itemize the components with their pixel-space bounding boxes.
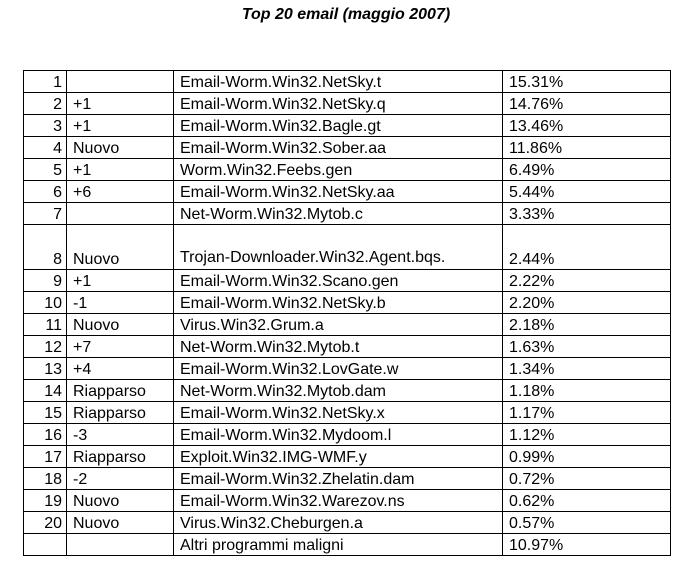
- table-row: [24, 203, 671, 225]
- change-cell: +7: [67, 336, 174, 358]
- change-cell: +4: [67, 358, 174, 380]
- table-row: [24, 358, 671, 380]
- table-row: [24, 490, 671, 512]
- malware-name-cell: Email-Worm.Win32.Scano.gen: [174, 270, 503, 292]
- malware-name-cell: Email-Worm.Win32.Mydoom.l: [174, 424, 503, 446]
- percent-cell: 10.97%: [503, 534, 671, 556]
- table-row: [24, 292, 671, 314]
- rank-cell: 8: [24, 225, 67, 270]
- rank-cell: 13: [24, 358, 67, 380]
- rank-cell: 20: [24, 512, 67, 534]
- malware-name-cell: Exploit.Win32.IMG-WMF.y: [174, 446, 503, 468]
- malware-name-cell: Email-Worm.Win32.LovGate.w: [174, 358, 503, 380]
- percent-cell: 2.20%: [503, 292, 671, 314]
- percent-cell: 15.31%: [503, 71, 671, 93]
- malware-name-cell: Worm.Win32.Feebs.gen: [174, 159, 503, 181]
- table-row: [24, 181, 671, 203]
- change-cell: Nuovo: [67, 225, 174, 270]
- rank-cell: 14: [24, 380, 67, 402]
- table-row: [24, 225, 671, 270]
- table-row: [24, 446, 671, 468]
- malware-name-cell: Email-Worm.Win32.Bagle.gt: [174, 115, 503, 137]
- malware-name-cell: Altri programmi maligni: [174, 534, 503, 556]
- change-cell: [67, 534, 174, 556]
- percent-cell: 2.18%: [503, 314, 671, 336]
- rank-cell: 2: [24, 93, 67, 115]
- percent-cell: 0.72%: [503, 468, 671, 490]
- malware-name-cell: Email-Worm.Win32.Warezov.ns: [174, 490, 503, 512]
- rank-cell: 16: [24, 424, 67, 446]
- percent-cell: 2.44%: [503, 225, 671, 270]
- rank-cell: 5: [24, 159, 67, 181]
- table-row: [24, 468, 671, 490]
- rank-cell: 3: [24, 115, 67, 137]
- percent-cell: 3.33%: [503, 203, 671, 225]
- change-cell: +1: [67, 115, 174, 137]
- change-cell: Nuovo: [67, 314, 174, 336]
- change-cell: +1: [67, 159, 174, 181]
- table-row: [24, 71, 671, 93]
- percent-cell: 2.22%: [503, 270, 671, 292]
- percent-cell: 1.34%: [503, 358, 671, 380]
- change-cell: +1: [67, 270, 174, 292]
- malware-name-cell: Net-Worm.Win32.Mytob.dam: [174, 380, 503, 402]
- rank-cell: 7: [24, 203, 67, 225]
- table-row: [24, 314, 671, 336]
- rank-cell: 12: [24, 336, 67, 358]
- change-cell: Nuovo: [67, 137, 174, 159]
- malware-name-cell: Email-Worm.Win32.Zhelatin.dam: [174, 468, 503, 490]
- change-cell: Riapparso: [67, 380, 174, 402]
- rank-cell: 19: [24, 490, 67, 512]
- percent-cell: 1.12%: [503, 424, 671, 446]
- change-cell: Nuovo: [67, 490, 174, 512]
- table-row: [24, 115, 671, 137]
- table-row: [24, 93, 671, 115]
- malware-name-cell: Net-Worm.Win32.Mytob.t: [174, 336, 503, 358]
- malware-name-cell: Virus.Win32.Grum.a: [174, 314, 503, 336]
- rank-cell: 6: [24, 181, 67, 203]
- change-cell: Riapparso: [67, 446, 174, 468]
- table-row: [24, 270, 671, 292]
- percent-cell: 0.57%: [503, 512, 671, 534]
- change-cell: +1: [67, 93, 174, 115]
- ranking-table-body: [24, 71, 671, 556]
- malware-name-cell: Virus.Win32.Cheburgen.a: [174, 512, 503, 534]
- change-cell: -3: [67, 424, 174, 446]
- change-cell: -1: [67, 292, 174, 314]
- table-row: [24, 159, 671, 181]
- change-cell: -2: [67, 468, 174, 490]
- rank-cell: 17: [24, 446, 67, 468]
- malware-name-cell: Email-Worm.Win32.NetSky.x: [174, 402, 503, 424]
- change-cell: [67, 71, 174, 93]
- percent-cell: 1.63%: [503, 336, 671, 358]
- rank-cell: 9: [24, 270, 67, 292]
- rank-cell: 18: [24, 468, 67, 490]
- malware-name-cell: Email-Worm.Win32.NetSky.q: [174, 93, 503, 115]
- rank-cell: 1: [24, 71, 67, 93]
- ranking-table: [23, 70, 671, 556]
- malware-name-cell: Email-Worm.Win32.NetSky.b: [174, 292, 503, 314]
- table-row: [24, 380, 671, 402]
- percent-cell: 1.17%: [503, 402, 671, 424]
- percent-cell: 5.44%: [503, 181, 671, 203]
- malware-name-cell: Net-Worm.Win32.Mytob.c: [174, 203, 503, 225]
- table-row: [24, 402, 671, 424]
- page-title: Top 20 email (maggio 2007): [241, 6, 451, 23]
- malware-name-cell: Email-Worm.Win32.Sober.aa: [174, 137, 503, 159]
- percent-cell: 13.46%: [503, 115, 671, 137]
- malware-name-cell: Trojan-Downloader.Win32.Agent.bqs.: [174, 225, 503, 270]
- rank-cell: [24, 534, 67, 556]
- percent-cell: 0.99%: [503, 446, 671, 468]
- change-cell: Riapparso: [67, 402, 174, 424]
- percent-cell: 11.86%: [503, 137, 671, 159]
- malware-name-cell: Email-Worm.Win32.NetSky.t: [174, 71, 503, 93]
- percent-cell: 14.76%: [503, 93, 671, 115]
- table-row: [24, 336, 671, 358]
- table-row: [24, 424, 671, 446]
- table-row: [24, 534, 671, 556]
- table-row: [24, 137, 671, 159]
- percent-cell: 1.18%: [503, 380, 671, 402]
- change-cell: [67, 203, 174, 225]
- change-cell: Nuovo: [67, 512, 174, 534]
- rank-cell: 11: [24, 314, 67, 336]
- change-cell: +6: [67, 181, 174, 203]
- malware-name-cell: Email-Worm.Win32.NetSky.aa: [174, 181, 503, 203]
- rank-cell: 4: [24, 137, 67, 159]
- percent-cell: 6.49%: [503, 159, 671, 181]
- rank-cell: 15: [24, 402, 67, 424]
- percent-cell: 0.62%: [503, 490, 671, 512]
- table-row: [24, 512, 671, 534]
- rank-cell: 10: [24, 292, 67, 314]
